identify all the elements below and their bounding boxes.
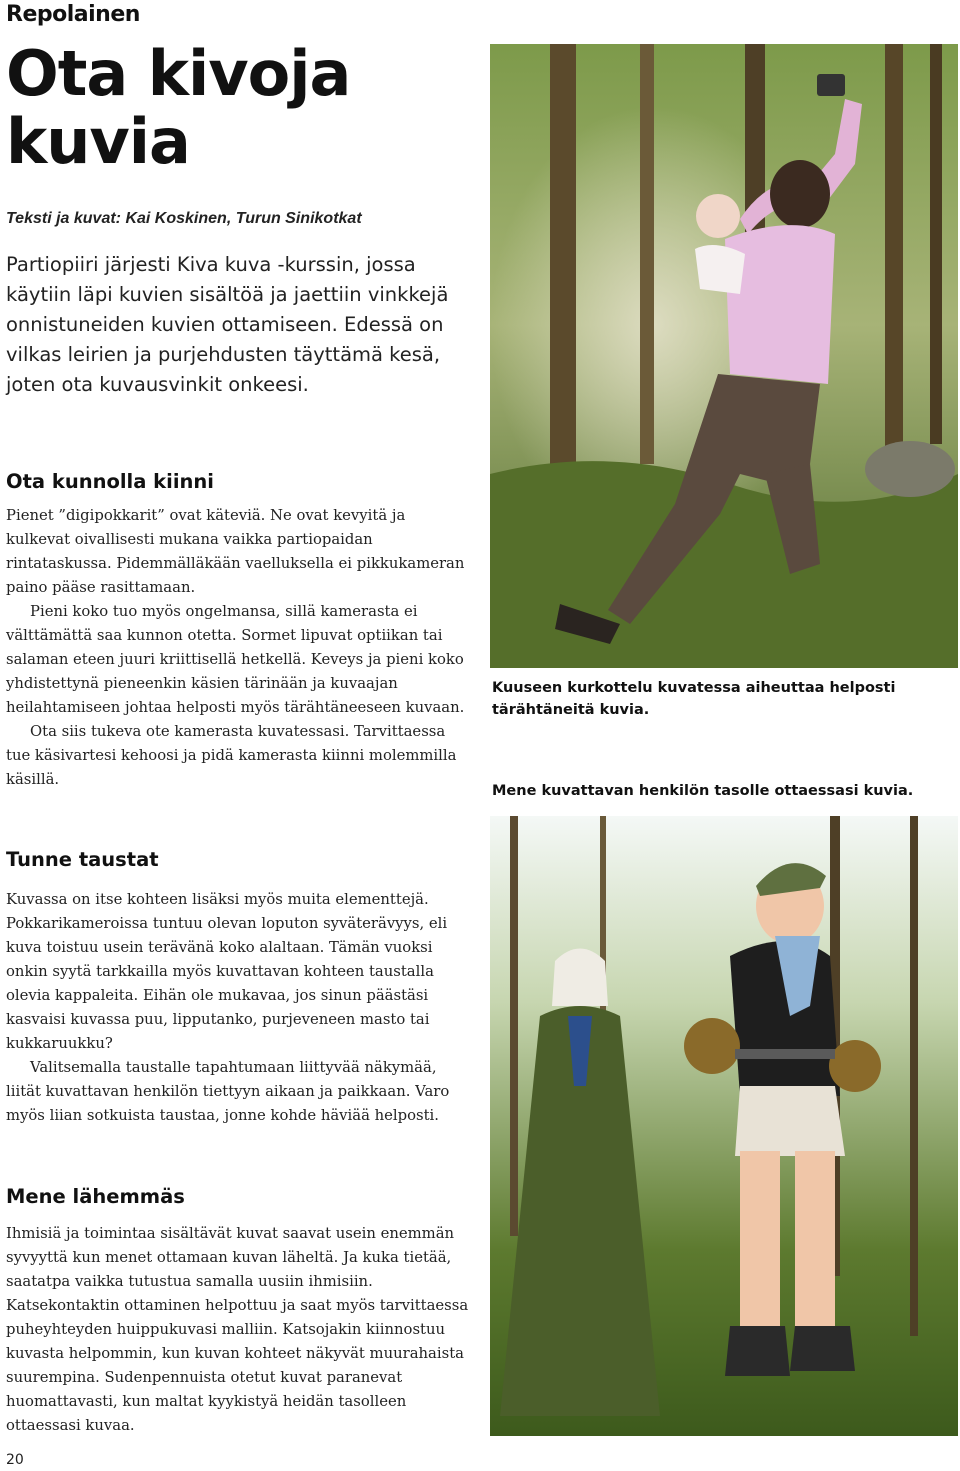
section-heading-get-closer: Mene lähemmäs [6, 1185, 185, 1208]
article-lead: Partiopiiri järjesti Kiva kuva -kurssin, jossa käytiin läpi kuvien sisältöä ja jaettiin vinkkejä onnistuneiden kuvien ottamiseen. Edessä on vilkas leirien ja purjehdusten täyttämä kesä, joten ota kuvausvinkit onkeesi. [6, 253, 449, 396]
photo-caption-bottom: Mene kuvattavan henkilön tasolle ottaessasi kuvia. [492, 783, 914, 799]
paragraph: Pieni koko tuo myös ongelmansa, sillä kamerasta ei välttämättä saa kunnon otetta. Sormet lipuvat optiikan tai salaman eteen juuri kriittisellä hetkellä. Keveys ja pieni koko yhdistettynä pieneenkin käsien tärinään ja kuvaajan heilahtamiseen johtaa helposti myös tärähtäneeseen kuvaan. [6, 603, 465, 716]
section-heading-grip: Ota kunnolla kiinni [6, 470, 214, 493]
section-body-backgrounds [6, 888, 474, 1128]
paragraph: Valitsemalla taustalle tapahtumaan liittyvää näkymää, liität kuvattavan henkilön tiettyyn aikaan ja paikkaan. Varo myös liian sotkuista taustaa, jonne kohde häviää helposti. [6, 1059, 450, 1124]
article-title: Ota kivoja kuvia [6, 37, 351, 178]
photo-woman-reaching-camera [490, 44, 958, 668]
article-byline: Teksti ja kuvat: Kai Koskinen, Turun Sinikotkat [6, 210, 362, 227]
paragraph: Kuvassa on itse kohteen lisäksi myös muita elementtejä. Pokkarikameroissa tuntuu olevan loputon syväterävyys, eli kuva toistuu usein terävänä koko alaltaan. Tämän vuoksi onkin syytä tarkkailla myös kuvattavan kohteen taustalla olevia kappaleita. Eihän ole mukavaa, jos sinun päästäsi kasvaisi kuvassa puu, lipputanko, purjeveneen masto tai kukkaruukku? [6, 891, 448, 1052]
paragraph: Ihmisiä ja toimintaa sisältävät kuvat saavat usein enemmän syvyyttä kun menet ottamaan kuvan läheltä. Ja kuka tietää, saatatpa vaikka tutustua samalla uusiin ihmisiin. Katsekontaktin ottaminen helpottuu ja saat myös tarvittaessa puheyhteyden huippukuvasi malliin. Katsojakin kiinnostuu kuvasta helpommin, kun kuvan kohteet näkyvät muurahaista suurempina. Sudenpennuista otetut kuvat paranevat huomattavasti, kun maltat kyykistyä heidän tasolleen ottaessasi kuvaa. [6, 1225, 469, 1434]
paragraph: Pienet ”digipokkarit” ovat käteviä. Ne ovat kevyitä ja kulkevat oivallisesti mukana vaikka partiopaidan rintataskussa. Pidemmälläkään vaelluksella ei pikkukameran paino pääse rasittamaan. [6, 507, 465, 596]
section-heading-backgrounds: Tunne taustat [6, 848, 159, 871]
camp-photo-illustration [490, 816, 958, 1436]
section-body-get-closer [6, 1222, 474, 1438]
forest-photo-illustration [490, 44, 958, 668]
photo-caption-top: Kuuseen kurkottelu kuvatessa aiheuttaa helposti tärähtäneitä kuvia. [492, 680, 896, 718]
photo-boy-with-dumbbell [490, 816, 958, 1436]
page-number: 20 [6, 1452, 24, 1468]
paragraph: Ota siis tukeva ote kamerasta kuvatessasi. Tarvittaessa tue käsivartesi kehoosi ja pidä kamerasta kiinni molemmilla käsillä. [6, 723, 457, 788]
masthead-logo: Repolainen [6, 2, 140, 27]
section-body-grip [6, 504, 474, 792]
